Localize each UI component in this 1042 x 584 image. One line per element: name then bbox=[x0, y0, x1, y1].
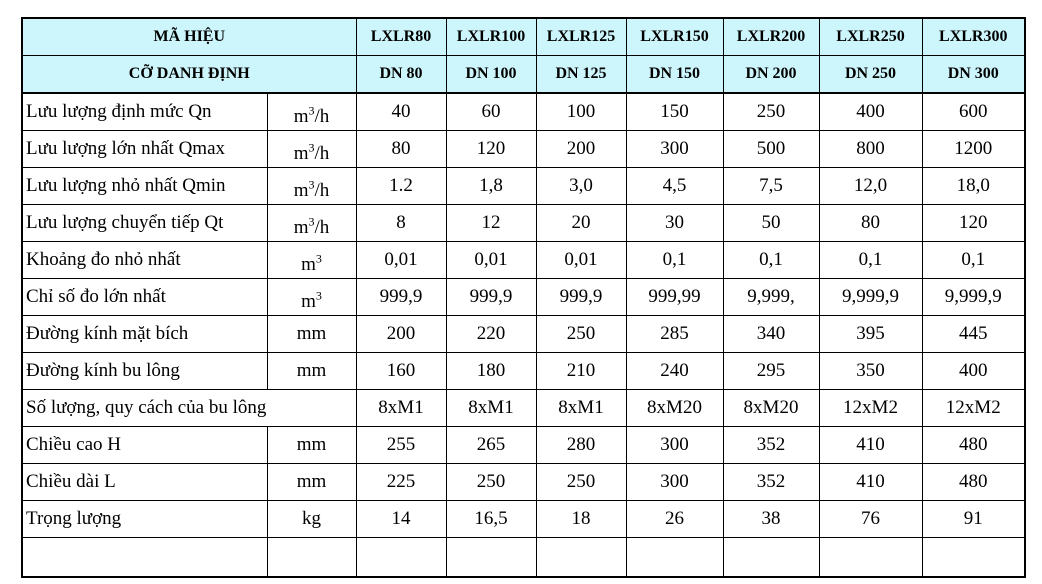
value-cell: 16,5 bbox=[446, 501, 536, 538]
value-cell: 410 bbox=[819, 464, 922, 501]
value-cell: 300 bbox=[626, 427, 723, 464]
value-cell: 8 bbox=[356, 205, 446, 242]
unit-base: m bbox=[301, 254, 316, 276]
header-row-size bbox=[22, 56, 1025, 94]
value-cell: 395 bbox=[819, 316, 922, 353]
row-label: Lưu lượng định mức Qn bbox=[22, 93, 267, 131]
value-cell: 200 bbox=[536, 131, 626, 168]
value-cell: 352 bbox=[723, 464, 819, 501]
header-size-cell: DN 80 bbox=[356, 56, 446, 94]
unit-text bbox=[297, 323, 327, 344]
empty-cell bbox=[446, 538, 536, 578]
value-cell: 250 bbox=[536, 464, 626, 501]
row-label: Đường kính mặt bích bbox=[22, 316, 267, 353]
value-cell: 50 bbox=[723, 205, 819, 242]
unit-superscript: 3 bbox=[308, 103, 315, 118]
value-cell: 7,5 bbox=[723, 168, 819, 205]
unit-superscript: 3 bbox=[308, 214, 315, 229]
unit-base: mm bbox=[296, 471, 327, 492]
value-cell: 295 bbox=[723, 353, 819, 390]
value-cell: 30 bbox=[626, 205, 723, 242]
value-cell: 150 bbox=[626, 93, 723, 131]
row-label: Lưu lượng lớn nhất Qmax bbox=[22, 131, 267, 168]
value-cell: 500 bbox=[723, 131, 819, 168]
value-cell: 20 bbox=[536, 205, 626, 242]
row-label: Chiều cao H bbox=[22, 427, 267, 464]
empty-cell bbox=[22, 538, 267, 578]
value-cell: 999,9 bbox=[446, 279, 536, 316]
row-label: Lưu lượng nhỏ nhất Qmin bbox=[22, 168, 267, 205]
unit-superscript: 3 bbox=[315, 288, 322, 303]
unit-superscript: 3 bbox=[315, 251, 322, 266]
value-cell: 120 bbox=[446, 131, 536, 168]
value-cell: 352 bbox=[723, 427, 819, 464]
header-size-cell: DN 300 bbox=[922, 56, 1025, 94]
header-size-cell: DN 150 bbox=[626, 56, 723, 94]
unit-superscript: 3 bbox=[308, 177, 315, 192]
value-cell: 38 bbox=[723, 501, 819, 538]
unit-tail: /h bbox=[314, 217, 330, 239]
row-label: Lưu lượng chuyển tiếp Qt bbox=[22, 205, 267, 242]
value-cell: 76 bbox=[819, 501, 922, 538]
header-model-cell: LXLR200 bbox=[723, 18, 819, 56]
empty-cell bbox=[819, 538, 922, 578]
empty-cell bbox=[922, 538, 1025, 578]
value-cell: 12xM2 bbox=[819, 390, 922, 427]
value-cell: 3,0 bbox=[536, 168, 626, 205]
value-cell: 300 bbox=[626, 131, 723, 168]
value-cell: 0,01 bbox=[446, 242, 536, 279]
value-cell: 0,1 bbox=[723, 242, 819, 279]
header-label-size: CỠ DANH ĐỊNH bbox=[22, 56, 356, 94]
table-row bbox=[22, 242, 1025, 279]
row-unit bbox=[267, 242, 356, 279]
row-unit bbox=[267, 168, 356, 205]
empty-cell bbox=[356, 538, 446, 578]
table-row bbox=[22, 353, 1025, 390]
value-cell: 8xM1 bbox=[536, 390, 626, 427]
value-cell: 8xM1 bbox=[446, 390, 536, 427]
empty-row bbox=[22, 538, 1025, 578]
header-size-cell: DN 200 bbox=[723, 56, 819, 94]
value-cell: 800 bbox=[819, 131, 922, 168]
value-cell: 60 bbox=[446, 93, 536, 131]
row-label: Đường kính bu lông bbox=[22, 353, 267, 390]
value-cell: 26 bbox=[626, 501, 723, 538]
unit-base: m bbox=[301, 291, 316, 313]
unit-text bbox=[293, 177, 330, 202]
unit-text bbox=[293, 214, 330, 239]
unit-text bbox=[302, 508, 321, 529]
table-row bbox=[22, 390, 1025, 427]
unit-text bbox=[293, 140, 330, 165]
value-cell: 12xM2 bbox=[922, 390, 1025, 427]
header-size-cell: DN 125 bbox=[536, 56, 626, 94]
row-unit bbox=[267, 316, 356, 353]
value-cell: 8xM1 bbox=[356, 390, 446, 427]
header-model-cell: LXLR80 bbox=[356, 18, 446, 56]
value-cell: 80 bbox=[356, 131, 446, 168]
value-cell: 9,999,9 bbox=[922, 279, 1025, 316]
value-cell: 220 bbox=[446, 316, 536, 353]
value-cell: 225 bbox=[356, 464, 446, 501]
value-cell: 999,9 bbox=[356, 279, 446, 316]
value-cell: 285 bbox=[626, 316, 723, 353]
value-cell: 600 bbox=[922, 93, 1025, 131]
row-unit bbox=[267, 464, 356, 501]
empty-cell bbox=[723, 538, 819, 578]
row-unit bbox=[267, 279, 356, 316]
value-cell: 8xM20 bbox=[723, 390, 819, 427]
value-cell: 400 bbox=[922, 353, 1025, 390]
unit-base: mm bbox=[296, 323, 327, 344]
value-cell: 160 bbox=[356, 353, 446, 390]
value-cell: 14 bbox=[356, 501, 446, 538]
value-cell: 999,99 bbox=[626, 279, 723, 316]
value-cell: 480 bbox=[922, 464, 1025, 501]
header-model-cell: LXLR150 bbox=[626, 18, 723, 56]
header-size-cell: DN 100 bbox=[446, 56, 536, 94]
table-row bbox=[22, 131, 1025, 168]
value-cell: 250 bbox=[723, 93, 819, 131]
value-cell: 265 bbox=[446, 427, 536, 464]
row-unit bbox=[267, 131, 356, 168]
value-cell: 210 bbox=[536, 353, 626, 390]
value-cell: 1.2 bbox=[356, 168, 446, 205]
value-cell: 999,9 bbox=[536, 279, 626, 316]
row-unit bbox=[267, 501, 356, 538]
unit-tail: /h bbox=[314, 106, 330, 128]
row-label: Chỉ số đo lớn nhất bbox=[22, 279, 267, 316]
header-label-model: MÃ HIỆU bbox=[22, 18, 356, 56]
table-row bbox=[22, 279, 1025, 316]
unit-text bbox=[297, 434, 327, 455]
table-row bbox=[22, 464, 1025, 501]
unit-text bbox=[293, 103, 330, 128]
value-cell: 445 bbox=[922, 316, 1025, 353]
value-cell: 9,999, bbox=[723, 279, 819, 316]
unit-superscript: 3 bbox=[308, 140, 315, 155]
value-cell: 12,0 bbox=[819, 168, 922, 205]
value-cell: 18 bbox=[536, 501, 626, 538]
header-model-cell: LXLR125 bbox=[536, 18, 626, 56]
value-cell: 250 bbox=[536, 316, 626, 353]
value-cell: 18,0 bbox=[922, 168, 1025, 205]
header-size-cell: DN 250 bbox=[819, 56, 922, 94]
value-cell: 80 bbox=[819, 205, 922, 242]
value-cell: 1,8 bbox=[446, 168, 536, 205]
row-label: Số lượng, quy cách của bu lông bbox=[22, 390, 356, 427]
table-row bbox=[22, 316, 1025, 353]
table-row bbox=[22, 205, 1025, 242]
empty-cell bbox=[536, 538, 626, 578]
value-cell: 0,1 bbox=[922, 242, 1025, 279]
table-row bbox=[22, 168, 1025, 205]
unit-base: m bbox=[293, 217, 309, 239]
value-cell: 240 bbox=[626, 353, 723, 390]
value-cell: 1200 bbox=[922, 131, 1025, 168]
value-cell: 4,5 bbox=[626, 168, 723, 205]
value-cell: 0,1 bbox=[819, 242, 922, 279]
unit-text bbox=[301, 288, 322, 313]
table-row bbox=[22, 427, 1025, 464]
row-label: Khoảng đo nhỏ nhất bbox=[22, 242, 267, 279]
unit-text bbox=[301, 251, 322, 276]
row-unit bbox=[267, 93, 356, 131]
value-cell: 480 bbox=[922, 427, 1025, 464]
table-row bbox=[22, 501, 1025, 538]
unit-base: mm bbox=[296, 434, 327, 455]
value-cell: 180 bbox=[446, 353, 536, 390]
value-cell: 8xM20 bbox=[626, 390, 723, 427]
value-cell: 0,01 bbox=[536, 242, 626, 279]
unit-base: mm bbox=[296, 360, 327, 381]
unit-tail: /h bbox=[314, 180, 330, 202]
value-cell: 200 bbox=[356, 316, 446, 353]
unit-base: kg bbox=[302, 508, 321, 529]
value-cell: 91 bbox=[922, 501, 1025, 538]
row-unit bbox=[267, 427, 356, 464]
table-row bbox=[22, 93, 1025, 131]
unit-base: m bbox=[293, 106, 309, 128]
unit-text bbox=[297, 471, 327, 492]
value-cell: 280 bbox=[536, 427, 626, 464]
row-label: Chiều dài L bbox=[22, 464, 267, 501]
value-cell: 12 bbox=[446, 205, 536, 242]
row-label: Trọng lượng bbox=[22, 501, 267, 538]
unit-text bbox=[297, 360, 327, 381]
value-cell: 100 bbox=[536, 93, 626, 131]
header-model-cell: LXLR250 bbox=[819, 18, 922, 56]
value-cell: 350 bbox=[819, 353, 922, 390]
value-cell: 40 bbox=[356, 93, 446, 131]
value-cell: 0,1 bbox=[626, 242, 723, 279]
empty-cell bbox=[626, 538, 723, 578]
value-cell: 400 bbox=[819, 93, 922, 131]
empty-cell bbox=[267, 538, 356, 578]
unit-base: m bbox=[293, 143, 309, 165]
value-cell: 120 bbox=[922, 205, 1025, 242]
header-row-model bbox=[22, 18, 1025, 56]
header-model-cell: LXLR100 bbox=[446, 18, 536, 56]
row-unit bbox=[267, 353, 356, 390]
spec-table bbox=[21, 17, 1026, 578]
header-model-cell: LXLR300 bbox=[922, 18, 1025, 56]
unit-tail: /h bbox=[314, 143, 330, 165]
spec-table-body bbox=[22, 18, 1025, 577]
value-cell: 255 bbox=[356, 427, 446, 464]
value-cell: 0,01 bbox=[356, 242, 446, 279]
value-cell: 300 bbox=[626, 464, 723, 501]
value-cell: 250 bbox=[446, 464, 536, 501]
unit-base: m bbox=[293, 180, 309, 202]
row-unit bbox=[267, 205, 356, 242]
value-cell: 340 bbox=[723, 316, 819, 353]
value-cell: 410 bbox=[819, 427, 922, 464]
value-cell: 9,999,9 bbox=[819, 279, 922, 316]
